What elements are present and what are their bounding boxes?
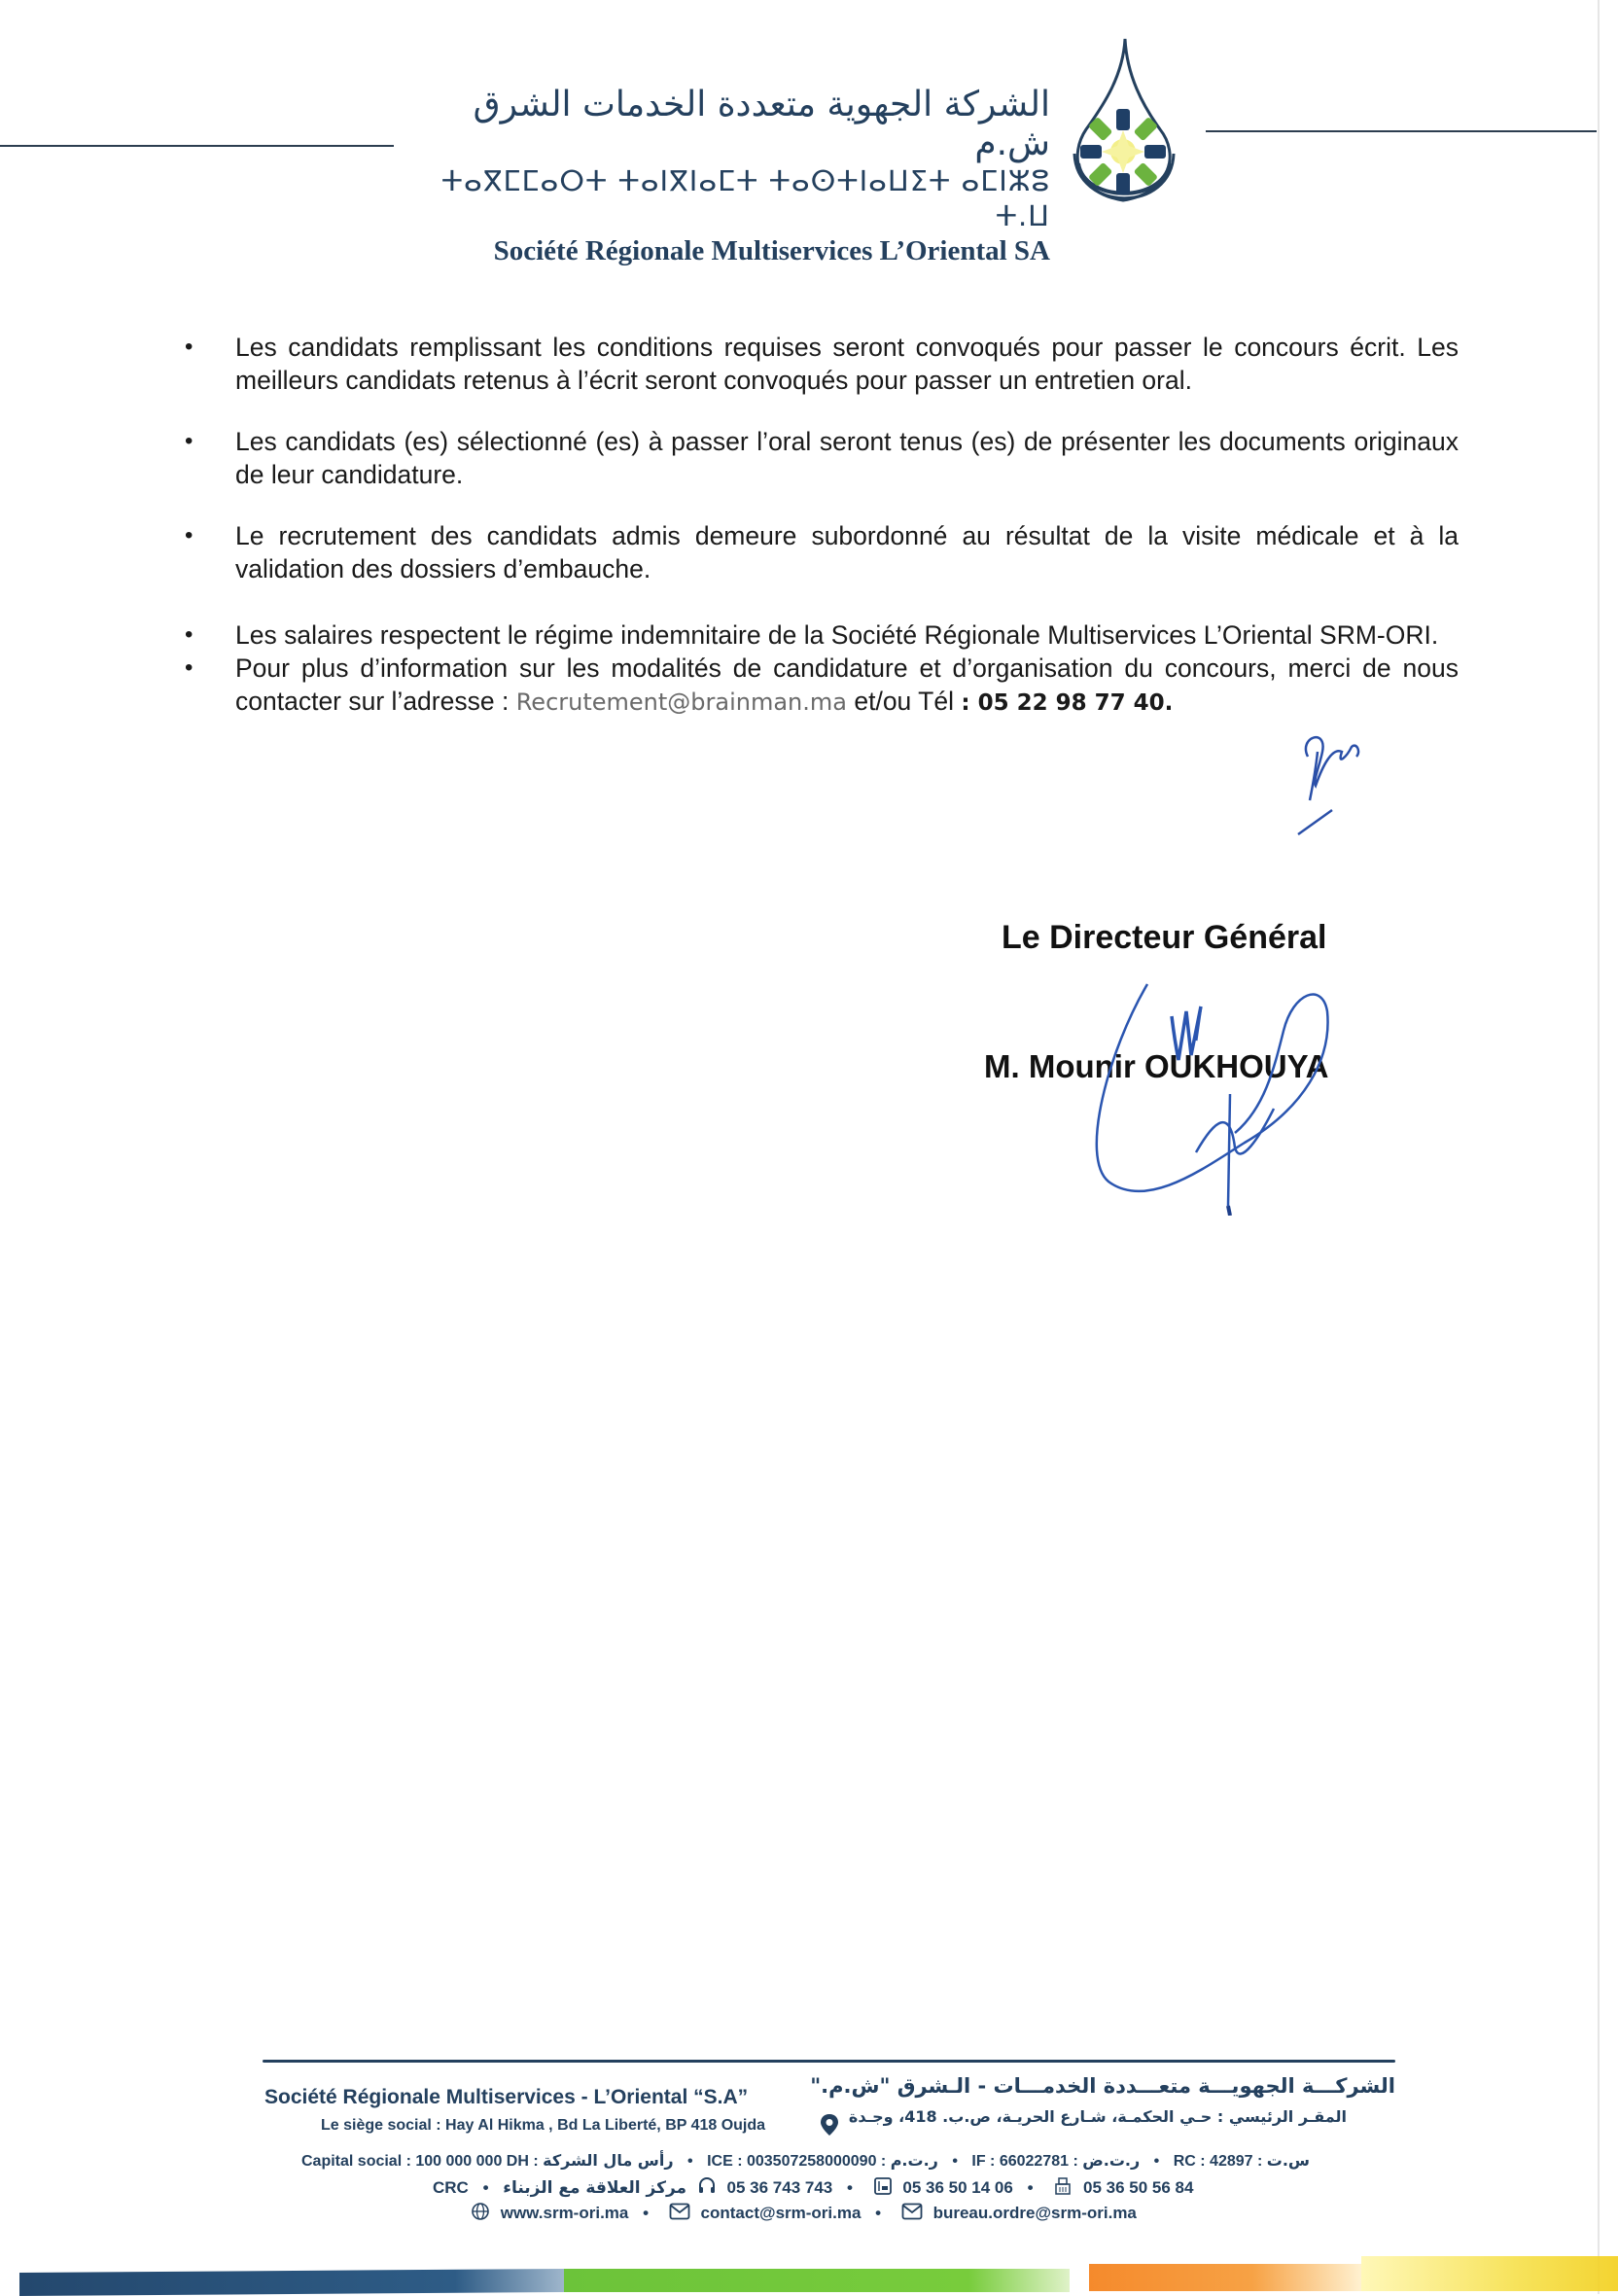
fax-number: 05 36 50 56 84 bbox=[1083, 2177, 1194, 2197]
list-item bbox=[185, 425, 1459, 491]
if-label-ar: ر.ت.ض bbox=[1082, 2151, 1141, 2170]
capital-label-ar: رأس مال الشركة bbox=[543, 2151, 674, 2170]
list-item-text: Les candidats remplissant les conditions requises seront convoqués pour passer le concours écrit. Les meilleurs candidats retenus à l’écrit seront convoqués pour passer un entretien oral. bbox=[235, 333, 1459, 395]
footer-phone-line bbox=[433, 2176, 1193, 2201]
separator-dot: • bbox=[643, 2203, 650, 2222]
separator-dot: • bbox=[875, 2203, 882, 2222]
signatory-name: M. Mounir OUKHOUYA bbox=[984, 1048, 1329, 1084]
bullet: • bbox=[185, 522, 193, 548]
company-logo-icon bbox=[1065, 37, 1181, 212]
phone-number[interactable]: 05 36 50 14 06 bbox=[902, 2177, 1013, 2197]
separator-dot: • bbox=[1153, 2153, 1160, 2170]
ice-number: ICE : 003507258000090 : bbox=[707, 2153, 887, 2170]
mail-icon bbox=[669, 2203, 690, 2225]
header-rule-right bbox=[1206, 130, 1597, 132]
page-edge bbox=[1598, 0, 1600, 2294]
ice-label-ar: ر.ت.م bbox=[890, 2151, 938, 2170]
tel-label: et/ou Tél bbox=[854, 687, 954, 716]
list-item-contact bbox=[185, 652, 1459, 720]
location-pin-icon bbox=[820, 2113, 839, 2137]
mail-icon bbox=[901, 2203, 923, 2225]
website-link[interactable]: www.srm-ori.ma bbox=[500, 2203, 629, 2222]
bureau-email-link[interactable]: bureau.ordre@srm-ori.ma bbox=[932, 2203, 1137, 2222]
capital-label: Capital social : 100 000 000 DH : bbox=[301, 2153, 539, 2170]
list-item-text: Pour plus d’information sur les modalités de candidature et d’organisation du concours, merci de nous contacter sur l’adresse : bbox=[235, 653, 1459, 716]
footer-web-line bbox=[465, 2202, 1137, 2226]
separator-dot: • bbox=[687, 2153, 693, 2170]
tel-number: : 05 22 98 77 40. bbox=[961, 690, 1174, 716]
crc-label-ar: مركز العلاقة مع الزبناء bbox=[503, 2177, 687, 2198]
list-item bbox=[185, 519, 1459, 585]
separator-dot: • bbox=[482, 2177, 489, 2197]
footer-band-blue bbox=[19, 2269, 564, 2296]
phone-icon bbox=[873, 2176, 893, 2201]
company-name-french: Société Régionale Multiservices L’Oriental SA bbox=[493, 235, 1050, 266]
conditions-list bbox=[185, 331, 1459, 720]
bullet: • bbox=[185, 621, 193, 648]
crc-label: CRC bbox=[433, 2177, 469, 2197]
bullet: • bbox=[185, 428, 193, 454]
footer-band-green bbox=[564, 2269, 1070, 2292]
bullet: • bbox=[185, 334, 193, 360]
separator-dot: • bbox=[952, 2153, 958, 2170]
list-item-text: Les salaires respectent le régime indemnitaire de la Société Régionale Multiservices L’Oriental SRM-ORI. bbox=[235, 620, 1439, 650]
footer-band-yellow bbox=[1361, 2256, 1618, 2291]
rc-number: RC : 42897 : bbox=[1173, 2153, 1263, 2170]
separator-dot: • bbox=[1027, 2177, 1034, 2197]
footer-legal-ids bbox=[301, 2151, 1371, 2171]
company-name-tifinagh: ⵜⴰⴳⵎⵎⴰⵔⵜ ⵜⴰⵏⴳⵏⴰⵎⵜ ⵜⴰⵙⵜⵏⴰⵡⵉⵜ ⴰⵎⵏⵣⵓ ⵜ.ⵡ bbox=[440, 164, 1050, 232]
company-name-arabic: الشركة الجهوية متعددة الخدمات الشرق ش.م bbox=[473, 85, 1050, 163]
recruitment-email-link[interactable]: Recrutement@brainman.ma bbox=[515, 689, 847, 716]
footer-address-fr: Le siège social : Hay Al Hikma , Bd La Liberté, BP 418 Oujda bbox=[321, 2117, 766, 2134]
footer-band-orange bbox=[1089, 2264, 1361, 2291]
footer-address-ar: المقـر الرئيسي : حـي الحكمـة، شـارع الحريـة، ص.ب. 418، وجـدة bbox=[848, 2107, 1347, 2126]
footer-rule bbox=[263, 2060, 1395, 2063]
footer-company-name-ar: الشركـــة الجهويـــة متعـــددة الخدمـــات - الـشرق "ش.م." bbox=[810, 2074, 1395, 2098]
crc-phone[interactable]: 05 36 743 743 bbox=[726, 2177, 833, 2197]
initials-paraph bbox=[1288, 727, 1376, 839]
if-number: IF : 66022781 : bbox=[971, 2153, 1078, 2170]
signatory-title: Le Directeur Général bbox=[1002, 919, 1327, 956]
list-item bbox=[185, 618, 1459, 652]
list-item-text: Le recrutement des candidats admis demeure subordonné au résultat de la visite médicale et à la validation des dossiers d’embauche. bbox=[235, 521, 1459, 583]
bullet: • bbox=[185, 654, 193, 681]
headset-icon bbox=[697, 2176, 717, 2201]
globe-icon bbox=[471, 2202, 490, 2226]
footer-company-name-fr: Société Régionale Multiservices - L’Oriental “S.A” bbox=[264, 2086, 749, 2108]
list-item-text: Les candidats (es) sélectionné (es) à passer l’oral seront tenus (es) de présenter les documents originaux de leur candidature. bbox=[235, 427, 1459, 489]
separator-dot: • bbox=[846, 2177, 853, 2197]
handwritten-signature bbox=[1089, 972, 1400, 1216]
rc-label-ar: س.ت bbox=[1266, 2151, 1310, 2170]
company-names bbox=[418, 86, 1050, 268]
header-rule-left bbox=[0, 145, 394, 147]
fax-icon bbox=[1053, 2176, 1073, 2201]
list-item bbox=[185, 331, 1459, 397]
contact-email-link[interactable]: contact@srm-ori.ma bbox=[700, 2203, 862, 2222]
